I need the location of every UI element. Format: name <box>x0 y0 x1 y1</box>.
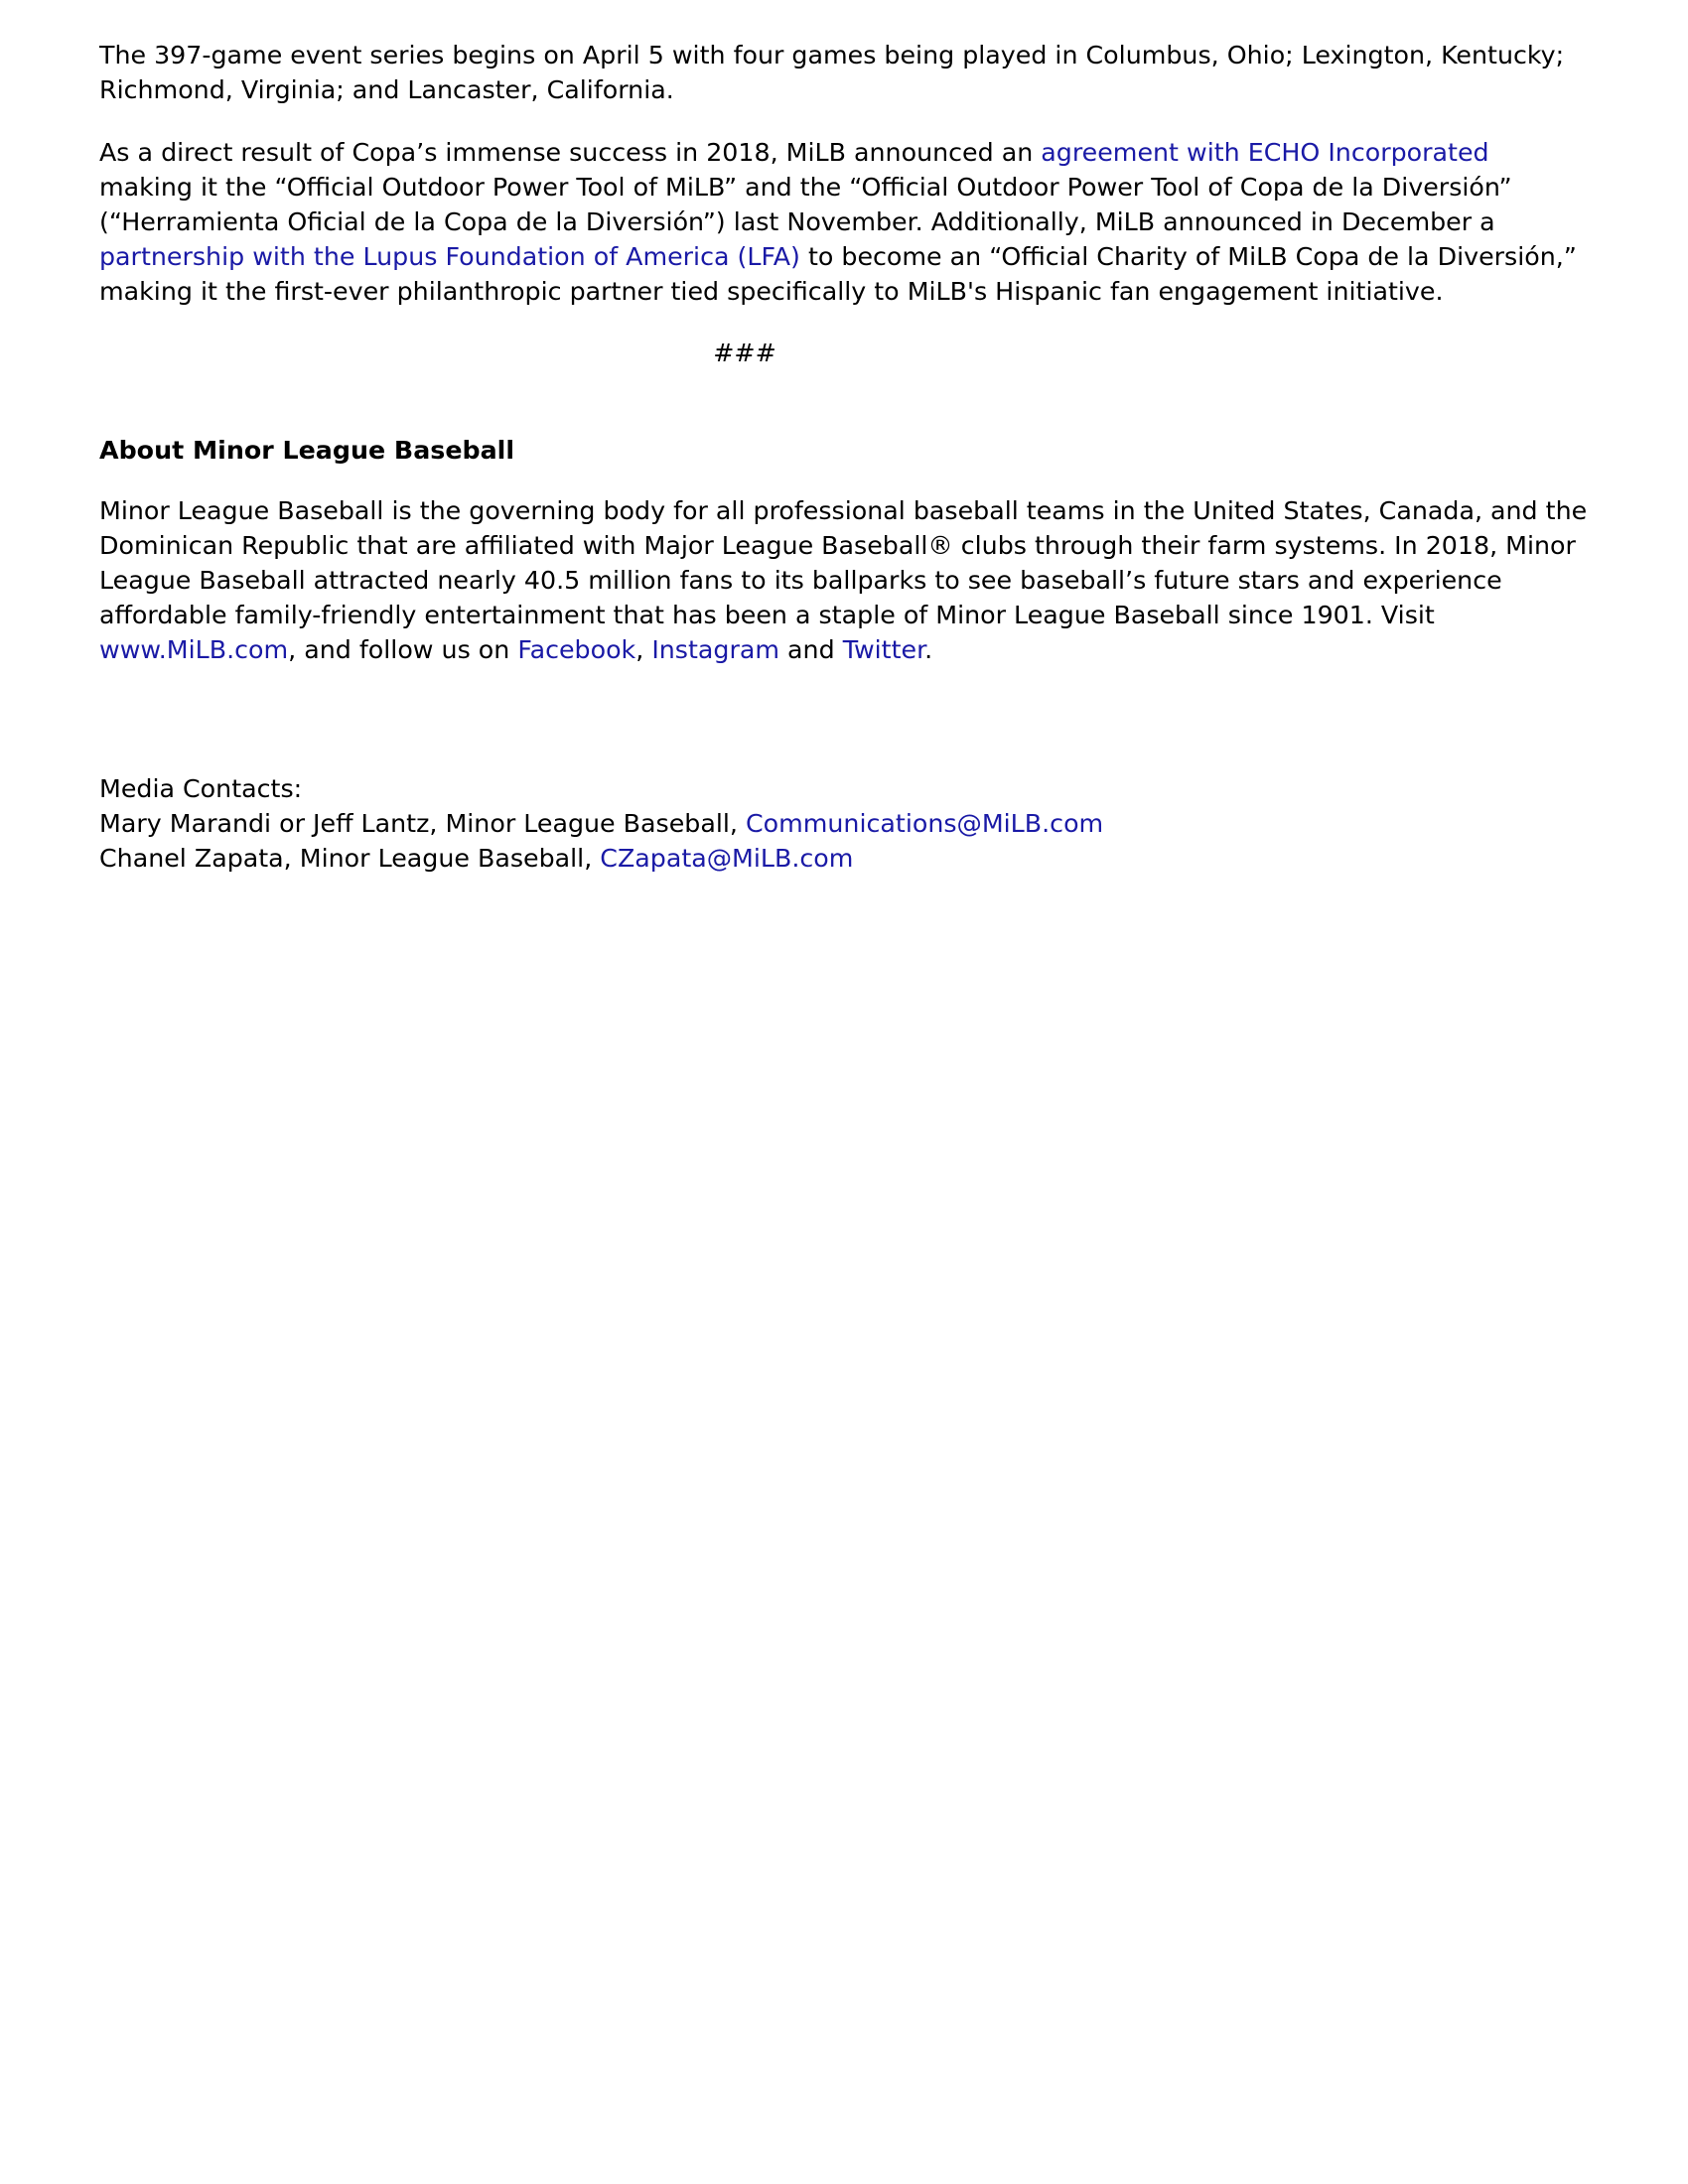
lupus-partnership-link[interactable]: partnership with the Lupus Foundation of America (LFA) <box>99 242 800 271</box>
czapata-email-link[interactable]: CZapata@MiLB.com <box>600 844 854 873</box>
media-contacts <box>99 771 1589 876</box>
contact-line-2 <box>99 841 1589 876</box>
section-separator: ### <box>713 339 776 367</box>
about-text-d: and <box>779 635 843 664</box>
about-paragraph <box>99 493 1589 667</box>
about-text-b: , and follow us on <box>288 635 518 664</box>
contact-line-1 <box>99 806 1589 841</box>
facebook-link[interactable]: Facebook <box>517 635 636 664</box>
twitter-link[interactable]: Twitter <box>842 635 925 664</box>
about-text-a: Minor League Baseball is the governing body for all professional baseball teams in the United States, Canada, and the Dominican Republic that are affiliated with Major League Baseball® clubs through their farm systems. In 2018, Minor League Baseball attracted nearly 40.5 million fans to its ballparks to see baseball’s future stars and experience affordable family-friendly entertainment that has been a staple of Minor League Baseball since 1901. Visit <box>99 496 1588 629</box>
echo-agreement-link[interactable]: agreement with ECHO Incorporated <box>1041 138 1489 167</box>
contact-1-text: Mary Marandi or Jeff Lantz, Minor League Baseball, <box>99 809 746 838</box>
separator-row <box>99 336 1390 370</box>
copa-text-a: As a direct result of Copa’s immense success in 2018, MiLB announced an <box>99 138 1042 167</box>
about-heading: About Minor League Baseball <box>99 436 515 465</box>
about-text-e: . <box>924 635 933 664</box>
event-series-paragraph: The 397-game event series begins on April 5 with four games being played in Columbus, Ohio; Lexington, Kentucky; Richmond, Virginia; and Lancaster, California. <box>99 41 1565 104</box>
copa-text-c: to become an “Official Charity of MiLB Copa de la Diversión,” making it the first-ever philanthropic partner tied specifically to MiLB's Hispanic fan engagement initiative. <box>99 242 1577 306</box>
copa-text-b: making it the “Official Outdoor Power Tool of MiLB” and the “Official Outdoor Power Tool of Copa de la Diversión” (“Herramienta Oficial de la Copa de la Diversión”) last November. Additionally, MiLB announced in December a <box>99 173 1512 236</box>
media-contacts-label: Media Contacts: <box>99 774 303 803</box>
copa-success-paragraph <box>99 135 1589 309</box>
milb-site-link[interactable]: www.MiLB.com <box>99 635 289 664</box>
about-text-c: , <box>635 635 652 664</box>
document-page <box>99 38 1589 876</box>
contact-2-text: Chanel Zapata, Minor League Baseball, <box>99 844 601 873</box>
instagram-link[interactable]: Instagram <box>651 635 780 664</box>
communications-email-link[interactable]: Communications@MiLB.com <box>745 809 1104 838</box>
